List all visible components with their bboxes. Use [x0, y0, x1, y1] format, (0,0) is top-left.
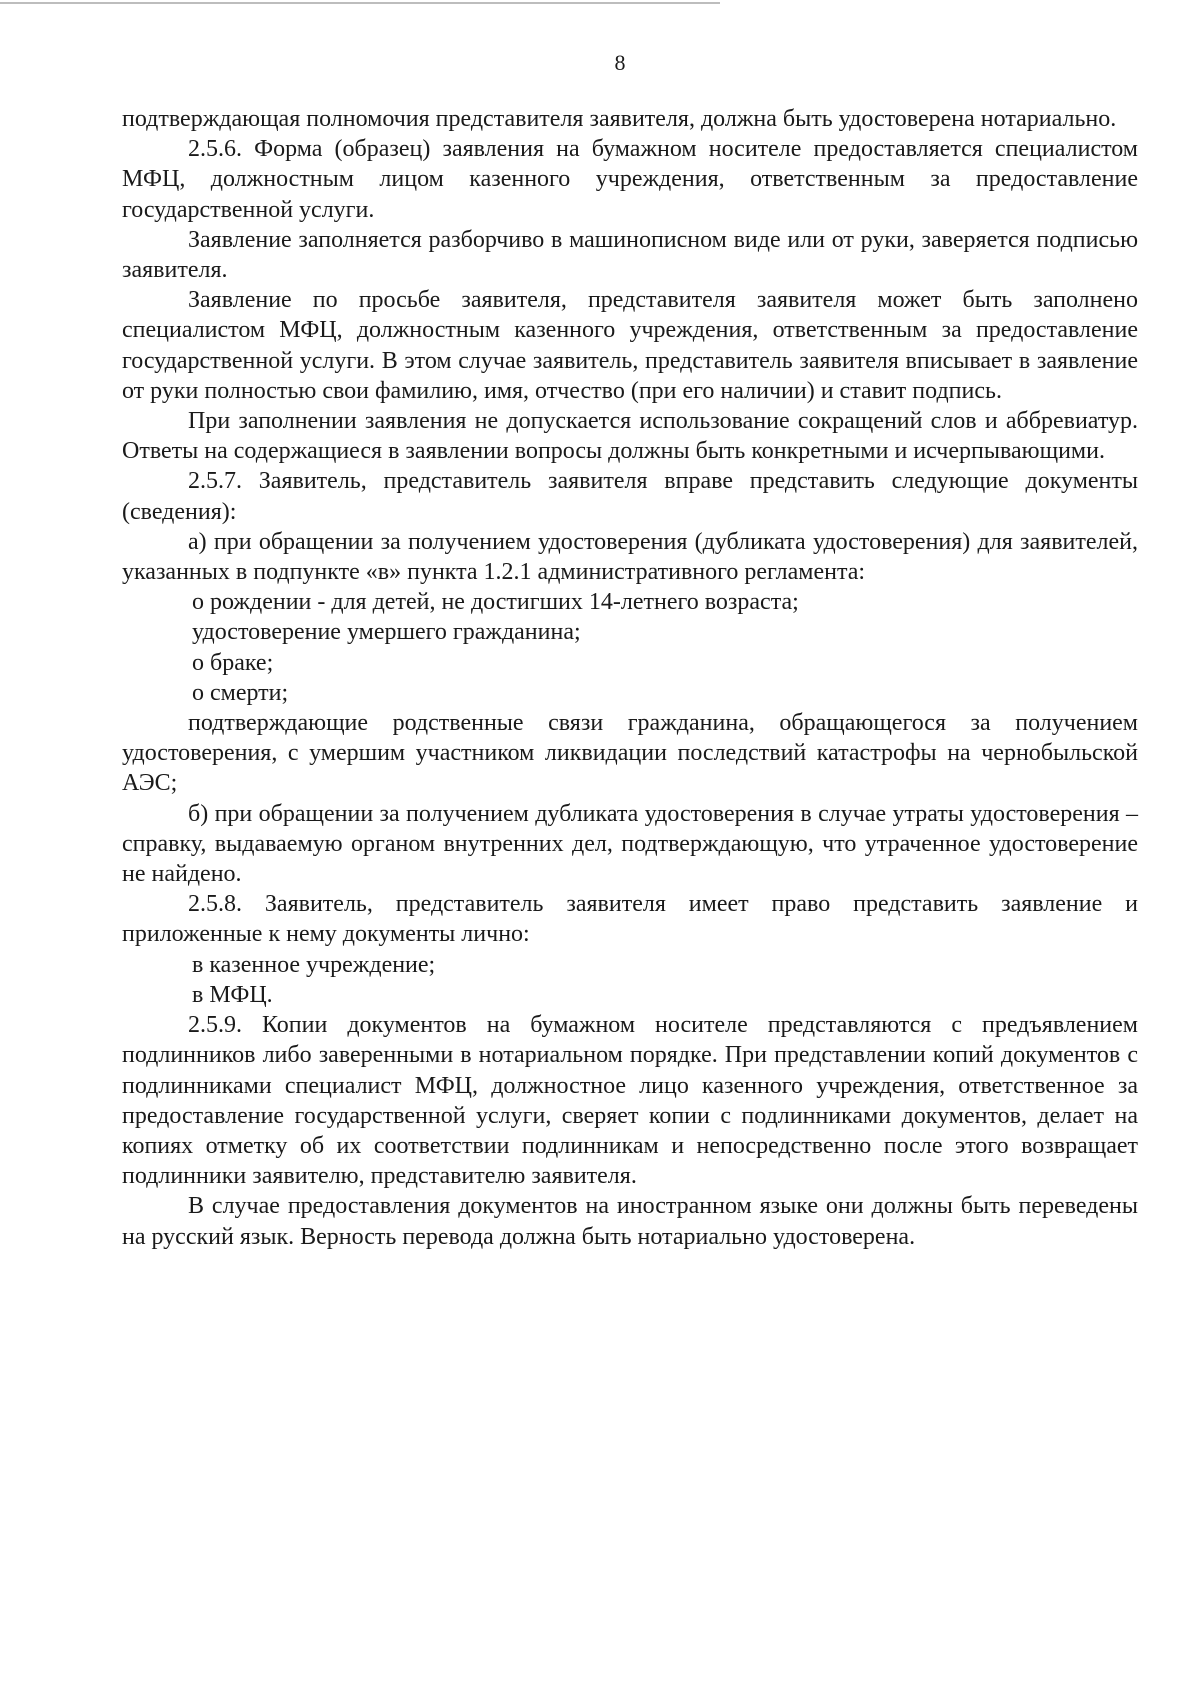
list-item-birth: о рождении - для детей, не достигших 14-летнего возраста;: [192, 589, 799, 616]
paragraph-2-5-6: 2.5.6. Форма (образец) заявления на бумажном носителе предоставляется специалистом МФЦ, должностным лицом казенного учреждения, ответственным за предоставление государственной услуги.: [122, 136, 1138, 223]
paragraph-kinship: подтверждающие родственные связи гражданина, обращающегося за получением удостоверения, с умершим участником ликвидации последствий катастрофы на чернобыльской АЭС;: [122, 710, 1138, 797]
paragraph-fill-by-specialist: Заявление по просьбе заявителя, представителя заявителя может быть заполнено специалистом МФЦ, должностным казенного учреждения, ответственным за предоставление государственной услуги. В этом случае заявитель, представитель заявителя вписывает в заявление от руки полностью свои фамилию, имя, отчество (при его наличии) и ставит подпись.: [122, 287, 1138, 404]
paragraph-foreign-language: В случае предоставления документов на иностранном языке они должны быть переведены на русский язык. Верность перевода должна быть нотариально удостоверена.: [122, 1193, 1138, 1250]
page-number: 8: [614, 50, 626, 75]
list-item-death: о смерти;: [192, 679, 289, 706]
list-item-certificate-deceased: удостоверение умершего гражданина;: [192, 619, 581, 646]
scan-edge-line: [0, 2, 720, 4]
paragraph-no-abbreviations: При заполнении заявления не допускается использование сокращений слов и аббревиатур. Ответы на содержащиеся в заявлении вопросы должны быть конкретными и исчерпывающими.: [122, 408, 1138, 465]
list-item-institution: в казенное учреждение;: [192, 951, 436, 978]
paragraph-2-5-9: 2.5.9. Копии документов на бумажном носителе представляются с предъявлением подлинников либо заверенными в нотариальном порядке. При представлении копий документов с подлинниками специалист МФЦ, должностное лицо казенного учреждения, ответственное за предоставление государственной услуги, сверяет копии с подлинниками документов, делает на копиях отметку об их соответствии подлинникам и непосредственно после этого возвращает подлинники заявителю, представителю заявителя.: [122, 1012, 1138, 1190]
paragraph-item-a: а) при обращении за получением удостоверения (дубликата удостоверения) для заявителей, указанных в подпункте «в» пункта 1.2.1 административного регламента:: [122, 528, 1138, 586]
list-item-mfc: в МФЦ.: [192, 981, 273, 1008]
paragraph-2-5-7: 2.5.7. Заявитель, представитель заявителя вправе представить следующие документы (сведения):: [122, 468, 1138, 525]
document-body: [122, 104, 1138, 1252]
paragraph-2-5-8: 2.5.8. Заявитель, представитель заявителя имеет право представить заявление и приложенные к нему документы лично:: [122, 891, 1138, 948]
paragraph-fill-legibly: Заявление заполняется разборчиво в машинописном виде или от руки, заверяется подписью заявителя.: [122, 226, 1138, 284]
paragraph-item-b: б) при обращении за получением дубликата удостоверения в случае утраты удостоверения – справку, выдаваемую органом внутренних дел, подтверждающую, что утраченное удостоверение не найдено.: [122, 800, 1138, 888]
list-item-marriage: о браке;: [192, 649, 274, 676]
paragraph-continuation: подтверждающая полномочия представителя заявителя, должна быть удостоверена нотариально.: [122, 106, 1117, 132]
